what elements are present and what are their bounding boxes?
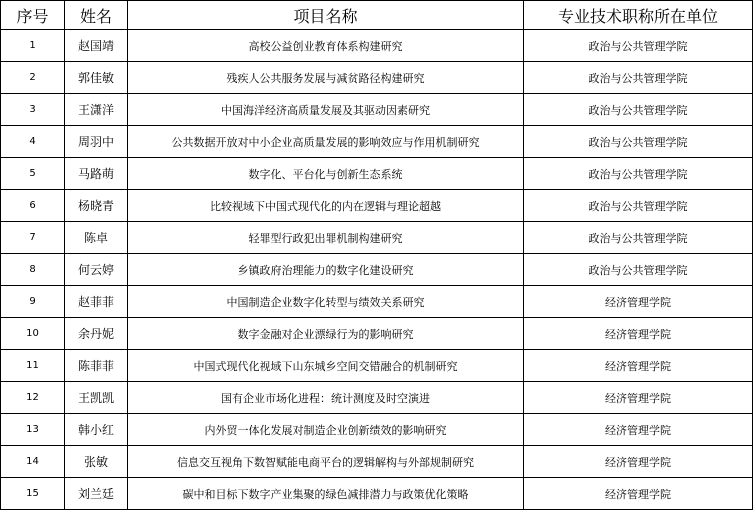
cell-name: 陈菲菲	[65, 350, 128, 382]
cell-name: 韩小红	[65, 414, 128, 446]
table-row	[1, 254, 753, 286]
cell-serial-number: 3	[1, 94, 65, 126]
cell-project-name: 国有企业市场化进程：统计测度及时空演进	[128, 382, 524, 414]
cell-unit: 政治与公共管理学院	[524, 62, 753, 94]
cell-unit: 经济管理学院	[524, 446, 753, 478]
cell-project-name: 公共数据开放对中小企业高质量发展的影响效应与作用机制研究	[128, 126, 524, 158]
cell-serial-number: 13	[1, 414, 65, 446]
cell-name: 何云婷	[65, 254, 128, 286]
cell-serial-number: 1	[1, 30, 65, 62]
table-row	[1, 126, 753, 158]
cell-unit: 经济管理学院	[524, 318, 753, 350]
header-row	[1, 1, 753, 30]
cell-project-name: 中国海洋经济高质量发展及其驱动因素研究	[128, 94, 524, 126]
cell-unit: 经济管理学院	[524, 382, 753, 414]
table-row	[1, 94, 753, 126]
cell-unit: 政治与公共管理学院	[524, 158, 753, 190]
cell-name: 周羽中	[65, 126, 128, 158]
cell-unit: 经济管理学院	[524, 286, 753, 318]
cell-serial-number: 9	[1, 286, 65, 318]
cell-project-name: 碳中和目标下数字产业集聚的绿色减排潜力与政策优化策略	[128, 478, 524, 510]
cell-unit: 经济管理学院	[524, 414, 753, 446]
table-row	[1, 62, 753, 94]
cell-name: 马路萌	[65, 158, 128, 190]
cell-serial-number: 5	[1, 158, 65, 190]
cell-project-name: 轻罪型行政犯出罪机制构建研究	[128, 222, 524, 254]
header-name: 姓名	[65, 1, 128, 30]
table-row	[1, 222, 753, 254]
cell-name: 陈卓	[65, 222, 128, 254]
table-row	[1, 350, 753, 382]
cell-serial-number: 14	[1, 446, 65, 478]
cell-unit: 经济管理学院	[524, 350, 753, 382]
table-body	[1, 30, 753, 510]
cell-name: 郭佳敏	[65, 62, 128, 94]
cell-unit: 经济管理学院	[524, 478, 753, 510]
cell-serial-number: 4	[1, 126, 65, 158]
table-row	[1, 190, 753, 222]
cell-name: 王潇洋	[65, 94, 128, 126]
header-project-name: 项目名称	[128, 1, 524, 30]
cell-unit: 政治与公共管理学院	[524, 222, 753, 254]
cell-name: 张敏	[65, 446, 128, 478]
cell-project-name: 内外贸一体化发展对制造企业创新绩效的影响研究	[128, 414, 524, 446]
table-row	[1, 414, 753, 446]
table-row	[1, 382, 753, 414]
cell-project-name: 比较视域下中国式现代化的内在逻辑与理论超越	[128, 190, 524, 222]
cell-project-name: 高校公益创业教育体系构建研究	[128, 30, 524, 62]
cell-serial-number: 11	[1, 350, 65, 382]
table-row	[1, 446, 753, 478]
cell-serial-number: 8	[1, 254, 65, 286]
cell-serial-number: 12	[1, 382, 65, 414]
cell-project-name: 中国式现代化视域下山东城乡空间交错融合的机制研究	[128, 350, 524, 382]
cell-name: 刘兰廷	[65, 478, 128, 510]
cell-serial-number: 7	[1, 222, 65, 254]
cell-name: 杨晓青	[65, 190, 128, 222]
cell-name: 余丹妮	[65, 318, 128, 350]
cell-name: 赵国靖	[65, 30, 128, 62]
cell-serial-number: 15	[1, 478, 65, 510]
cell-unit: 政治与公共管理学院	[524, 254, 753, 286]
cell-project-name: 数字金融对企业漂绿行为的影响研究	[128, 318, 524, 350]
cell-project-name: 中国制造企业数字化转型与绩效关系研究	[128, 286, 524, 318]
cell-name: 赵菲菲	[65, 286, 128, 318]
cell-serial-number: 2	[1, 62, 65, 94]
header-unit: 专业技术职称所在单位	[524, 1, 753, 30]
cell-project-name: 乡镇政府治理能力的数字化建设研究	[128, 254, 524, 286]
cell-project-name: 残疾人公共服务发展与减贫路径构建研究	[128, 62, 524, 94]
table-row	[1, 30, 753, 62]
cell-unit: 政治与公共管理学院	[524, 30, 753, 62]
table-row	[1, 158, 753, 190]
cell-unit: 政治与公共管理学院	[524, 126, 753, 158]
cell-project-name: 信息交互视角下数智赋能电商平台的逻辑解构与外部规制研究	[128, 446, 524, 478]
table-header	[1, 1, 753, 30]
header-serial-number: 序号	[1, 1, 65, 30]
table-row	[1, 318, 753, 350]
table-row	[1, 478, 753, 510]
table-row	[1, 286, 753, 318]
cell-unit: 政治与公共管理学院	[524, 190, 753, 222]
cell-name: 王凯凯	[65, 382, 128, 414]
cell-unit: 政治与公共管理学院	[524, 94, 753, 126]
cell-serial-number: 6	[1, 190, 65, 222]
cell-serial-number: 10	[1, 318, 65, 350]
cell-project-name: 数字化、平台化与创新生态系统	[128, 158, 524, 190]
